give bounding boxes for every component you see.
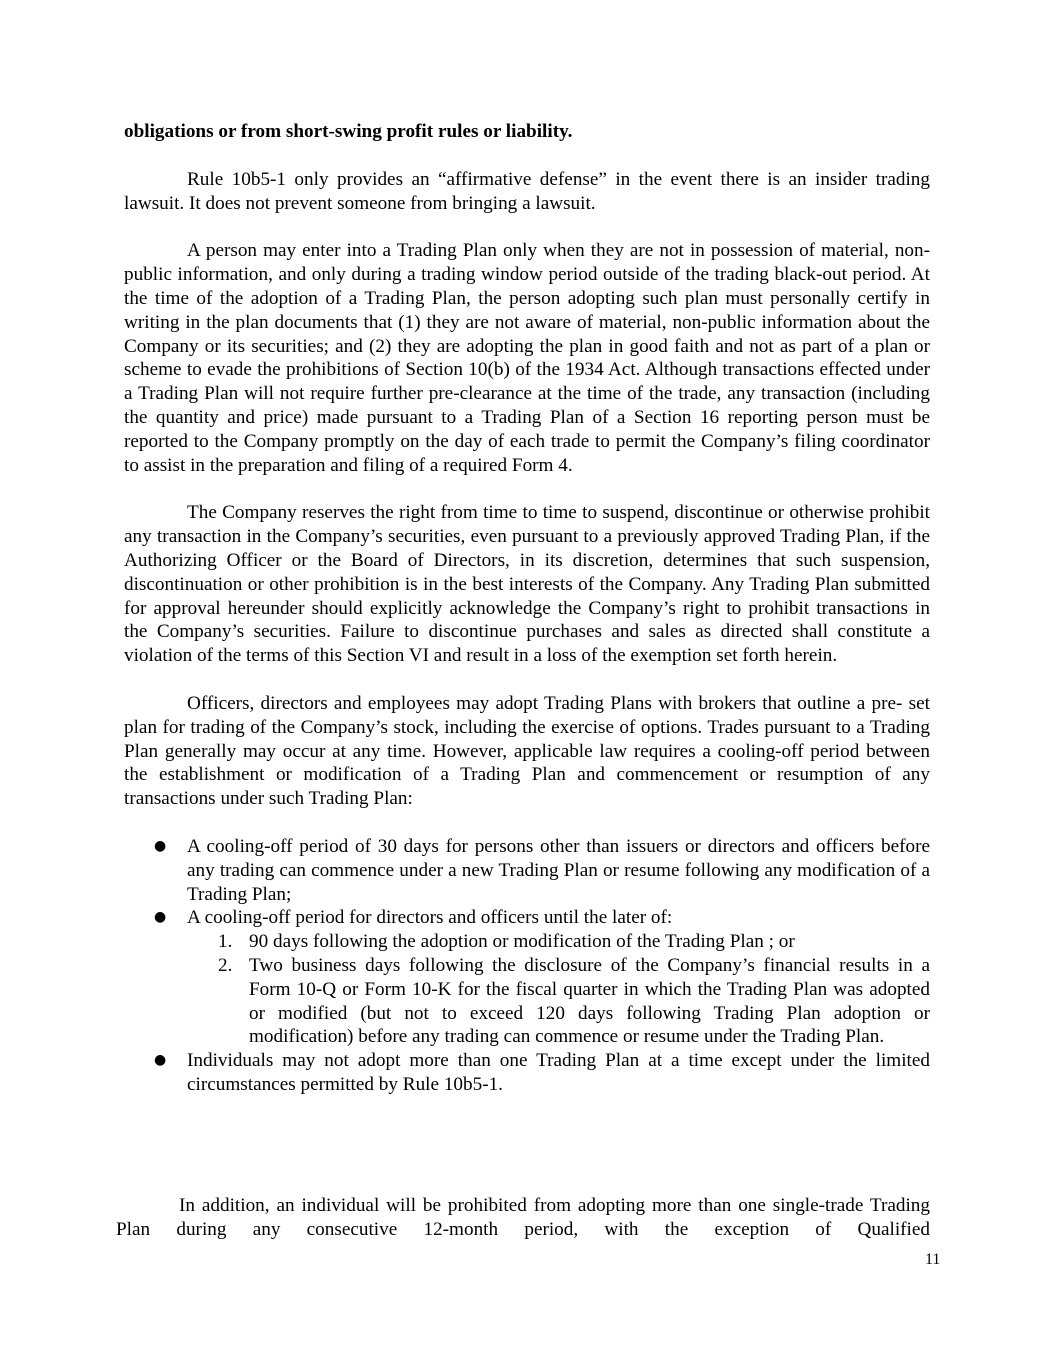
bullet-text: A cooling-off period for directors and officers until the later of: <box>187 907 673 929</box>
bullet-text: A cooling-off period of 30 days for persons other than issuers or directors and officers before any trading can commence under a new Trading Plan or resume following any modification of a Trading Plan; <box>187 835 930 905</box>
cooling-off-bullet-list <box>124 835 930 1097</box>
bullet-text: Individuals may not adopt more than one Trading Plan at a time except under the limited circumstances permitted by Rule 10b5-1. <box>187 1050 930 1095</box>
numbered-item <box>187 930 930 954</box>
bullet-item <box>124 835 930 906</box>
paragraph-trading-plan-adoption: A person may enter into a Trading Plan only when they are not in possession of material, non-public information, and only during a trading window period outside of the trading black-out period. At the time of the adoption of a Trading Plan, the person adopting such plan must personally certify in writing in the plan documents that (1) they are not aware of material, non-public information about the Company or its securities; and (2) they are adopting the plan in good faith and not as part of a plan or scheme to evade the prohibitions of Section 10(b) of the 1934 Act. Although transactions effected under a Trading Plan will not require further pre-clearance at the time of the trade, any transaction (including the quantity and price) made pursuant to a Trading Plan of a Section 16 reporting person must be reported to the Company promptly on the day of each trade to permit the Company’s filing coordinator to assist in the preparation and filing of a required Form 4. <box>124 240 930 476</box>
numbered-sub-list <box>187 930 930 1049</box>
item-text: Two business days following the disclosure of the Company’s financial results in a Form 10-Q or Form 10-K for the fiscal quarter in which the Trading Plan was adopted or modified (but not to exceed 120 days following Trading Plan adoption or modification) before any trading can commence or resume under the Trading Plan. <box>249 954 930 1048</box>
paragraph-cooling-off-intro: Officers, directors and employees may adopt Trading Plans with brokers that outline a pre- set plan for trading of the Company’s stock, including the exercise of options. Trades pursuant to a Trading Plan generally may occur at any time. However, applicable law requires a cooling-off period between the establishment or modification of a Trading Plan and commencement or resumption of any transactions under such Trading Plan: <box>124 692 930 810</box>
page-number: 11 <box>925 1251 941 1268</box>
bullet-icon: ● <box>154 1052 167 1069</box>
numbered-item <box>187 954 930 1049</box>
bullet-item <box>124 906 930 1049</box>
paragraph-company-rights: The Company reserves the right from time to time to suspend, discontinue or otherwise prohibit any transaction in the Company’s securities, even pursuant to a previously approved Trading Plan, if the Authorizing Officer or the Board of Directors, in its discretion, determines that such suspension, discontinuation or other prohibition is in the best interests of the Company. Any Trading Plan submitted for approval hereunder should explicitly acknowledge the Company’s right to prohibit transactions in the Company’s securities. Failure to discontinue purchases and sales as directed shall constitute a violation of the terms of this Section VI and result in a loss of the exemption set forth herein. <box>124 502 930 667</box>
item-number: 2. <box>218 954 233 976</box>
section-heading: obligations or from short-swing profit rules or liability. <box>124 121 573 142</box>
bullet-item <box>124 1049 930 1097</box>
paragraph-single-trade-plans: In addition, an individual will be prohibited from adopting more than one single-trade Trading Plan during any consecutive 12-month period, with the exception of Qualified <box>116 1195 930 1240</box>
item-number: 1. <box>218 931 233 953</box>
paragraph-affirmative-defense: Rule 10b5-1 only provides an “affirmative defense” in the event there is an insider trading lawsuit. It does not prevent someone from bringing a lawsuit. <box>124 168 930 214</box>
item-text: 90 days following the adoption or modification of the Trading Plan ; or <box>249 931 795 953</box>
bullet-icon: ● <box>154 909 167 926</box>
page-body <box>124 120 930 1121</box>
bullet-icon: ● <box>154 837 167 854</box>
